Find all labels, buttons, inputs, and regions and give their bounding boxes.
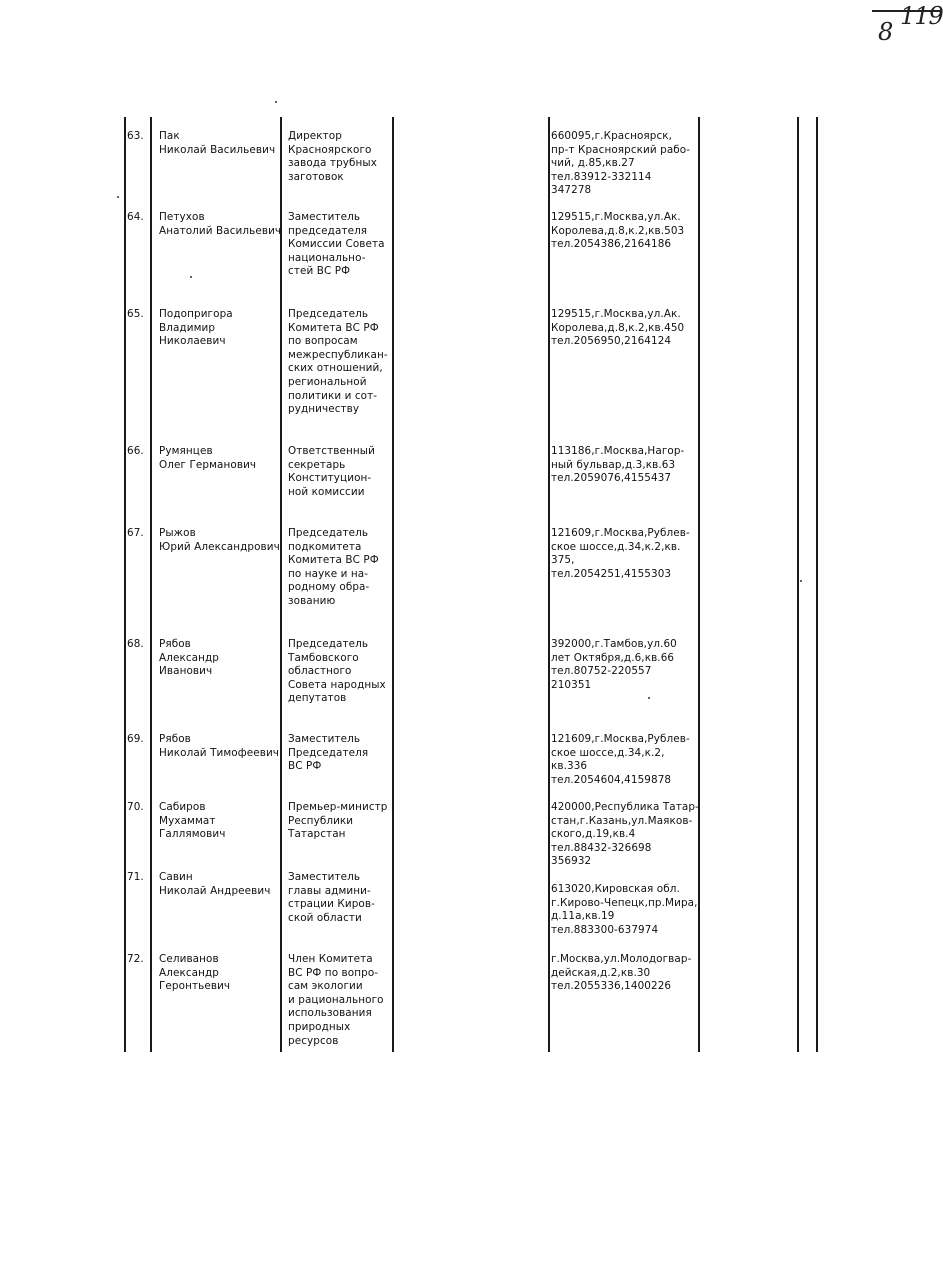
row-number: 68. xyxy=(127,638,144,650)
person-name: Петухов Анатолий Васильевич xyxy=(159,211,282,237)
row-number: 64. xyxy=(127,211,144,223)
row-number: 71. xyxy=(127,871,144,883)
person-address: 660095,г.Красноярск, пр-т Красноярский рабо- чий, д.85,кв.27 тел.83912-332114 347278 xyxy=(551,130,691,197)
column-divider xyxy=(280,117,282,1052)
column-divider xyxy=(816,117,818,1052)
person-name: Рябов Николай Тимофеевич xyxy=(159,733,280,759)
person-address: 392000,г.Тамбов,ул.60 лет Октября,д.6,кв.66 тел.80752-220557 210351 xyxy=(551,638,677,691)
person-name: Сабиров Мухаммат Галлямович xyxy=(159,801,226,841)
column-divider xyxy=(797,117,799,1052)
person-address: 129515,г.Москва,ул.Ак. Королева,д.8,к.2,кв.503 тел.2054386,2164186 xyxy=(551,211,685,251)
person-position: Премьер-министр Республики Татарстан xyxy=(288,801,388,841)
page-number-main: 119 xyxy=(900,2,943,30)
column-divider xyxy=(124,117,126,1052)
person-name: Подопригора Владимир Николаевич xyxy=(159,308,233,348)
row-number: 67. xyxy=(127,527,144,539)
person-address: 129515,г.Москва,ул.Ак. Королева,д.8,к.2,кв.450 тел.2056950,2164124 xyxy=(551,308,685,348)
person-name: Пак Николай Васильевич xyxy=(159,130,276,156)
person-address: 121609,г.Москва,Рублев- ское шоссе,д.34,к.2, кв.336 тел.2054604,4159878 xyxy=(551,733,690,786)
row-number: 66. xyxy=(127,445,144,457)
person-position: Председатель Тамбовского областного Совета народных депутатов xyxy=(288,638,386,705)
row-number: 65. xyxy=(127,308,144,320)
person-position: Заместитель Председателя ВС РФ xyxy=(288,733,369,773)
row-number: 72. xyxy=(127,953,144,965)
column-divider xyxy=(392,117,394,1052)
person-position: Ответственный секретарь Конституцион- ной комиссии xyxy=(288,445,375,498)
person-name: Румянцев Олег Германович xyxy=(159,445,257,471)
person-position: Член Комитета ВС РФ по вопро- сам экологии и рационального использования природных ресурсов xyxy=(288,953,384,1047)
person-name: Селиванов Александр Геронтьевич xyxy=(159,953,231,993)
person-position: Директор Красноярского завода трубных заготовок xyxy=(288,130,377,183)
person-position: Заместитель председателя Комиссии Совета национальнo- стей ВС РФ xyxy=(288,211,385,278)
row-number: 69. xyxy=(127,733,144,745)
person-address: 121609,г.Москва,Рублев- ское шоссе,д.34,к.2,кв. 375, тел.2054251,4155303 xyxy=(551,527,690,580)
person-name: Рыжов Юрий Александрович xyxy=(159,527,280,553)
column-divider xyxy=(548,117,550,1052)
person-position: Заместитель главы админи- страции Киров- ской области xyxy=(288,871,375,924)
scan-speck xyxy=(648,697,650,699)
scan-speck xyxy=(117,196,119,198)
person-address: 113186,г.Москва,Нагор- ный бульвар,д.3,кв.63 тел.2059076,4155437 xyxy=(551,445,685,485)
person-name: Савин Николай Андреевич xyxy=(159,871,271,897)
column-divider xyxy=(150,117,152,1052)
person-address: 613020,Кировская обл. г.Кирово-Чепецк,пр.Мира, д.11а,кв.19 тел.883300-637974 xyxy=(551,883,698,936)
person-address: г.Москва,ул.Молодогвар- дейская,д.2,кв.30 тел.2055336,1400226 xyxy=(551,953,692,993)
person-position: Председатель Комитета ВС РФ по вопросам межреспубликан- ских отношений, региональной политики и сот- рудничеству xyxy=(288,308,388,416)
page-number-prefix: 8 xyxy=(878,18,893,46)
row-number: 63. xyxy=(127,130,144,142)
person-name: Рябов Александр Иванович xyxy=(159,638,219,678)
person-address: 420000,Республика Татар- стан,г.Казань,ул.Маяков- ского,д.19,кв.4 тел.88432-326698 356932 xyxy=(551,801,699,868)
scan-speck xyxy=(275,101,277,103)
person-position: Председатель подкомитета Комитета ВС РФ по науке и на- родному обра- зованию xyxy=(288,527,379,607)
scan-speck xyxy=(190,276,192,278)
scan-speck xyxy=(800,580,802,582)
column-divider xyxy=(698,117,700,1052)
row-number: 70. xyxy=(127,801,144,813)
